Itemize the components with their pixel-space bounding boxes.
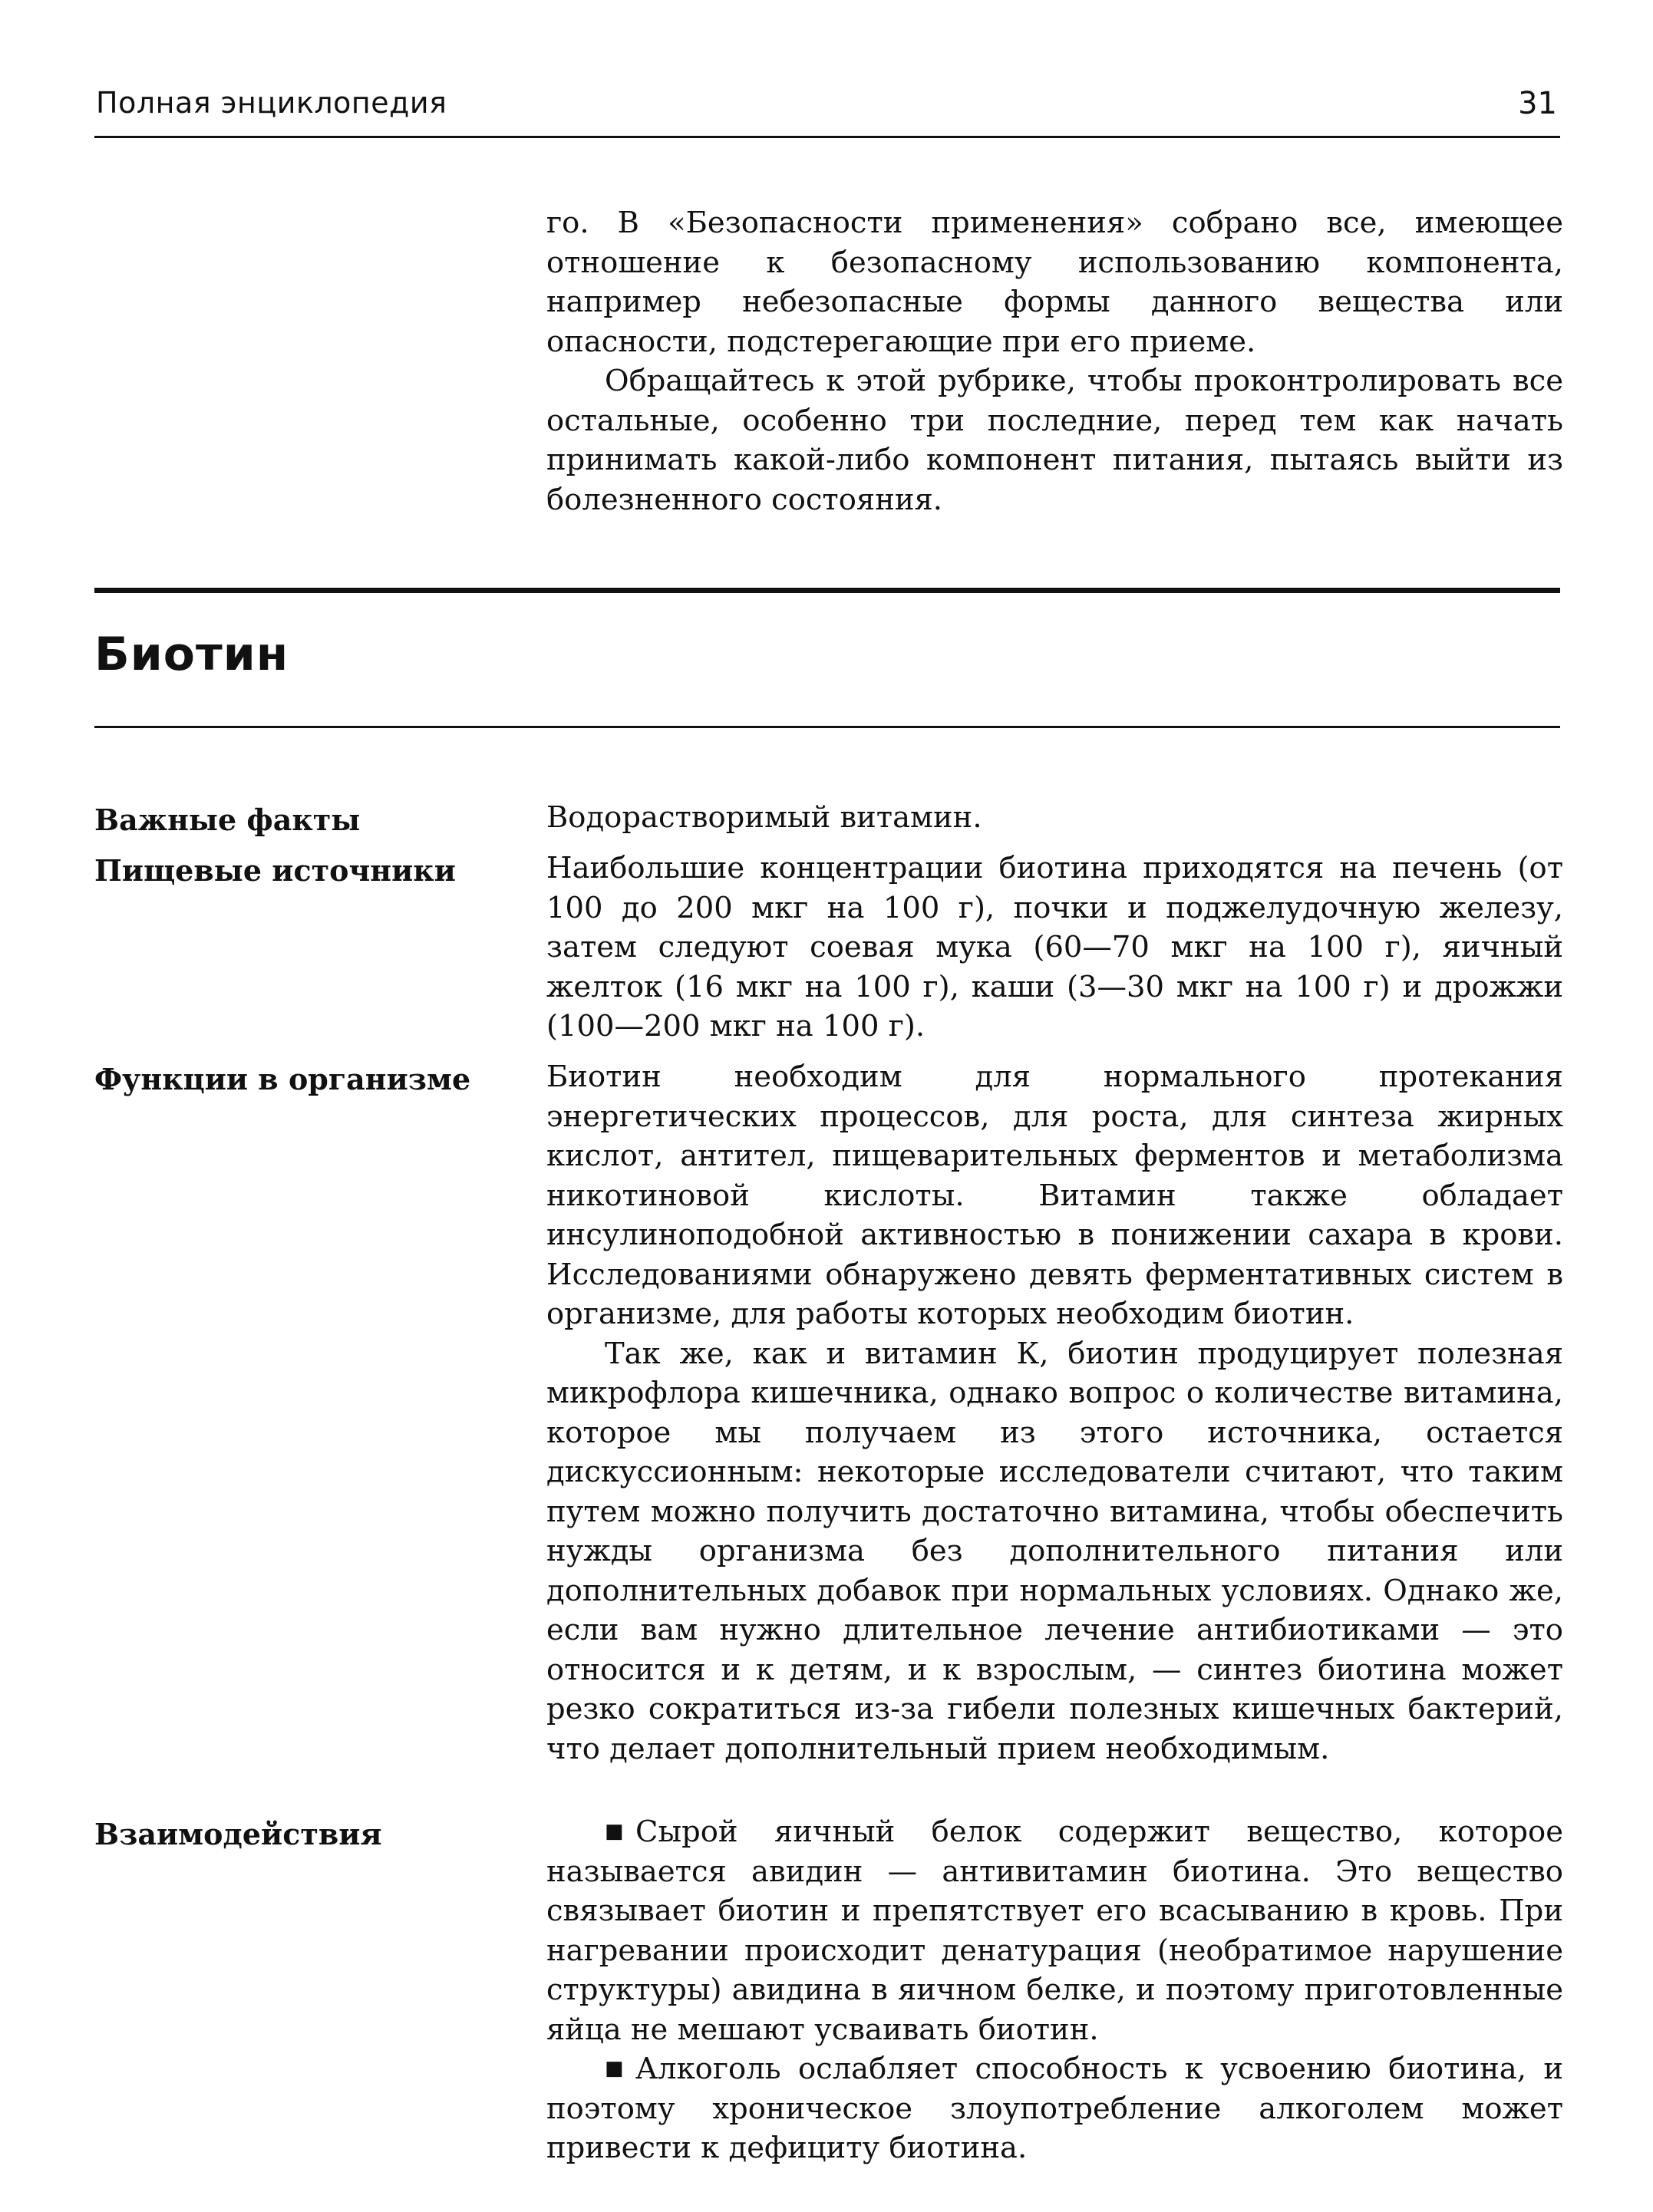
entry-label-interactions: Взаимодействия	[94, 1817, 382, 1851]
bullet-icon: ■	[605, 1820, 624, 1843]
entry-label-sources: Пищевые источники	[94, 853, 456, 888]
entry-content-interactions	[546, 1812, 1563, 2168]
intro-paragraph: Обращайтесь к этой рубрике, чтобы проконтролировать все остальные, особенно три последние, перед тем как начать принимать какой-либо компонент питания, пытаясь выйти из болезненного состояния.	[546, 364, 1563, 517]
functions-paragraph: Биотин необходим для нормального протекания энергетических процессов, для роста, для синтеза жирных кислот, антител, пищеварительных ферментов и метаболизма никотиновой кислоты. Витамин также обладает инсулиноподобной активностью в понижении сахара в крови. Исследованиями обнаружено девять ферментативных систем в организме, для работы которых необходим биотин.	[546, 1060, 1563, 1331]
page-number: 31	[1518, 86, 1557, 121]
entry-content-functions	[546, 1057, 1563, 1769]
section-title-top-rule	[94, 588, 1560, 593]
interaction-item	[546, 1812, 1563, 2049]
entry-content-sources	[546, 849, 1563, 1047]
interaction-item-text: Алкоголь ослабляет способность к усвоению биотина, и поэтому хроническое злоупотребление алкоголем может привести к дефициту биотина.	[546, 2052, 1563, 2165]
section-title: Биотин	[94, 628, 289, 681]
interaction-item-text: Сырой яичный белок содержит вещество, которое называется авидин — антивитамин биотина. Это вещество связывает биотин и препятствует его всасыванию в кровь. При нагревании происходит денатурация (необратимое нарушение структуры) авидина в яичном белке, и поэтому приготовленные яйца не мешают усваивать биотин.	[546, 1815, 1563, 2047]
section-title-bottom-rule	[94, 726, 1560, 728]
facts-text: Водорастворимый витамин.	[546, 800, 982, 835]
interaction-item	[546, 2049, 1563, 2168]
sources-text: Наибольшие концентрации биотина приходятся на печень (от 100 до 200 мкг на 100 г), почки и поджелудочную железу, затем следуют соевая мука (60—70 мкг на 100 г), яичный желток (16 мкг на 100 г), каши (3—30 мкг на 100 г) и дрожжи (100—200 мкг на 100 г).	[546, 851, 1563, 1043]
intro-text	[546, 203, 1563, 519]
header-rule	[94, 136, 1560, 138]
entry-content-facts	[546, 798, 1563, 838]
intro-paragraph: го. В «Безопасности применения» собрано все, имеющее отношение к безопасному использованию компонента, например небезопасные формы данного вещества или опасности, подстерегающие при его приеме.	[546, 206, 1563, 359]
entry-label-functions: Функции в организме	[94, 1062, 471, 1096]
functions-paragraph: Так же, как и витамин К, биотин продуцирует полезная микрофлора кишечника, однако вопрос о количестве витамина, которое мы получаем из этого источника, остается дискуссионным: некоторые исследователи считают, что таким путем можно получить достаточно витамина, чтобы обеспечить нужды организма без дополнительного питания или дополнительных добавок при нормальных условиях. Однако же, если вам нужно длительное лечение антибиотиками — это относится и к детям, и к взрослым, — синтез биотина может резко сократиться из-за гибели полезных кишечных бактерий, что делает дополнительный прием необходимым.	[546, 1336, 1563, 1766]
entry-label-facts: Важные факты	[94, 803, 361, 837]
running-head-title: Полная энциклопедия	[96, 86, 447, 120]
bullet-icon: ■	[605, 2057, 624, 2080]
